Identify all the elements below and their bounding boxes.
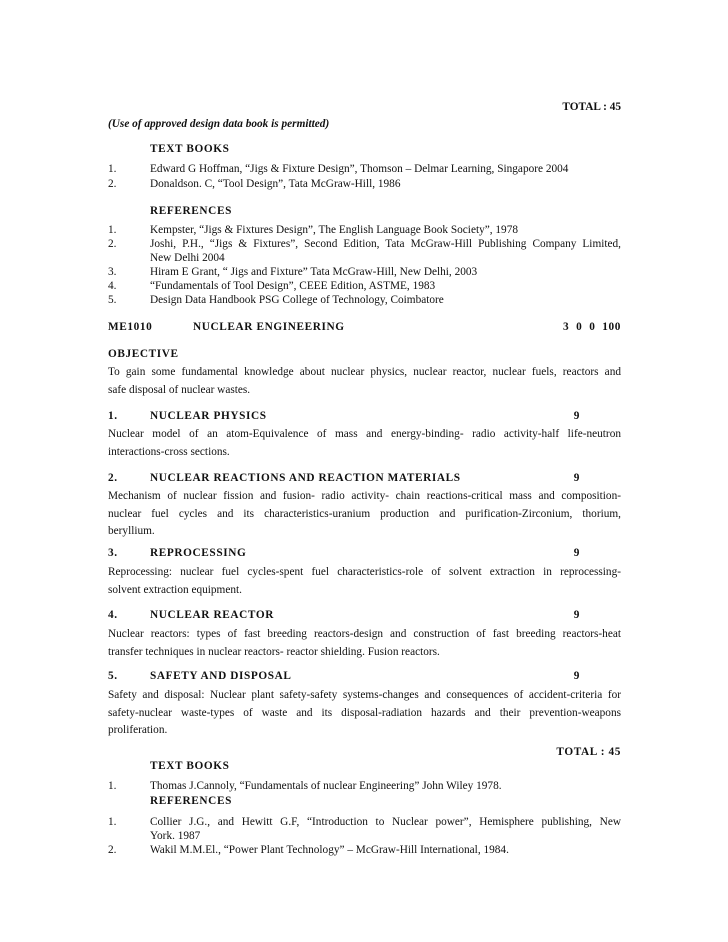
unit-description: Nuclear reactors: types of fast breeding reactors-design and construction of fast breeding reactors-heat transfer techniques in nuclear reactors- reactor shielding. Fusion reactors. — [108, 628, 621, 658]
objective-heading: OBJECTIVE — [108, 348, 179, 360]
course-code: ME1010 — [108, 321, 153, 333]
unit-hours: 9 — [573, 410, 580, 422]
course-title: NUCLEAR ENGINEERING — [193, 321, 345, 333]
unit-hours: 9 — [573, 547, 580, 559]
design-data-note: (Use of approved design data book is permitted) — [108, 118, 330, 130]
unit-description: Mechanism of nuclear fission and fusion- radio activity- chain reactions-critical mass and composition- nuclear fuel cycles and its characteristics-uranium production and purification-Zirconium, thorium, beryllium. — [108, 490, 621, 538]
course-credits: 3 0 0 100 — [563, 321, 622, 333]
unit-hours: 9 — [573, 472, 580, 484]
unit-description: Safety and disposal: Nuclear plant safety-safety systems-changes and consequences of accident-criteria for safety-nuclear waste-types of waste and its disposal-radiation hazards and their prevention-weapons proliferation. — [108, 689, 621, 737]
unit-hours: 9 — [573, 609, 580, 621]
unit-description: Nuclear model of an atom-Equivalence of mass and energy-binding- radio activity-half life-neutron interactions-cross sections. — [108, 428, 621, 458]
objective-text: To gain some fundamental knowledge about nuclear physics, nuclear reactor, nuclear fuels, reactors and safe disposal of nuclear wastes. — [108, 366, 621, 396]
unit-description: Reprocessing: nuclear fuel cycles-spent fuel characteristics-role of solvent extraction in reprocessing- solvent extraction equipment. — [108, 566, 621, 596]
total-label: TOTAL : 45 — [556, 746, 621, 758]
total-label: TOTAL : 45 — [562, 101, 621, 113]
unit-hours: 9 — [573, 670, 580, 682]
